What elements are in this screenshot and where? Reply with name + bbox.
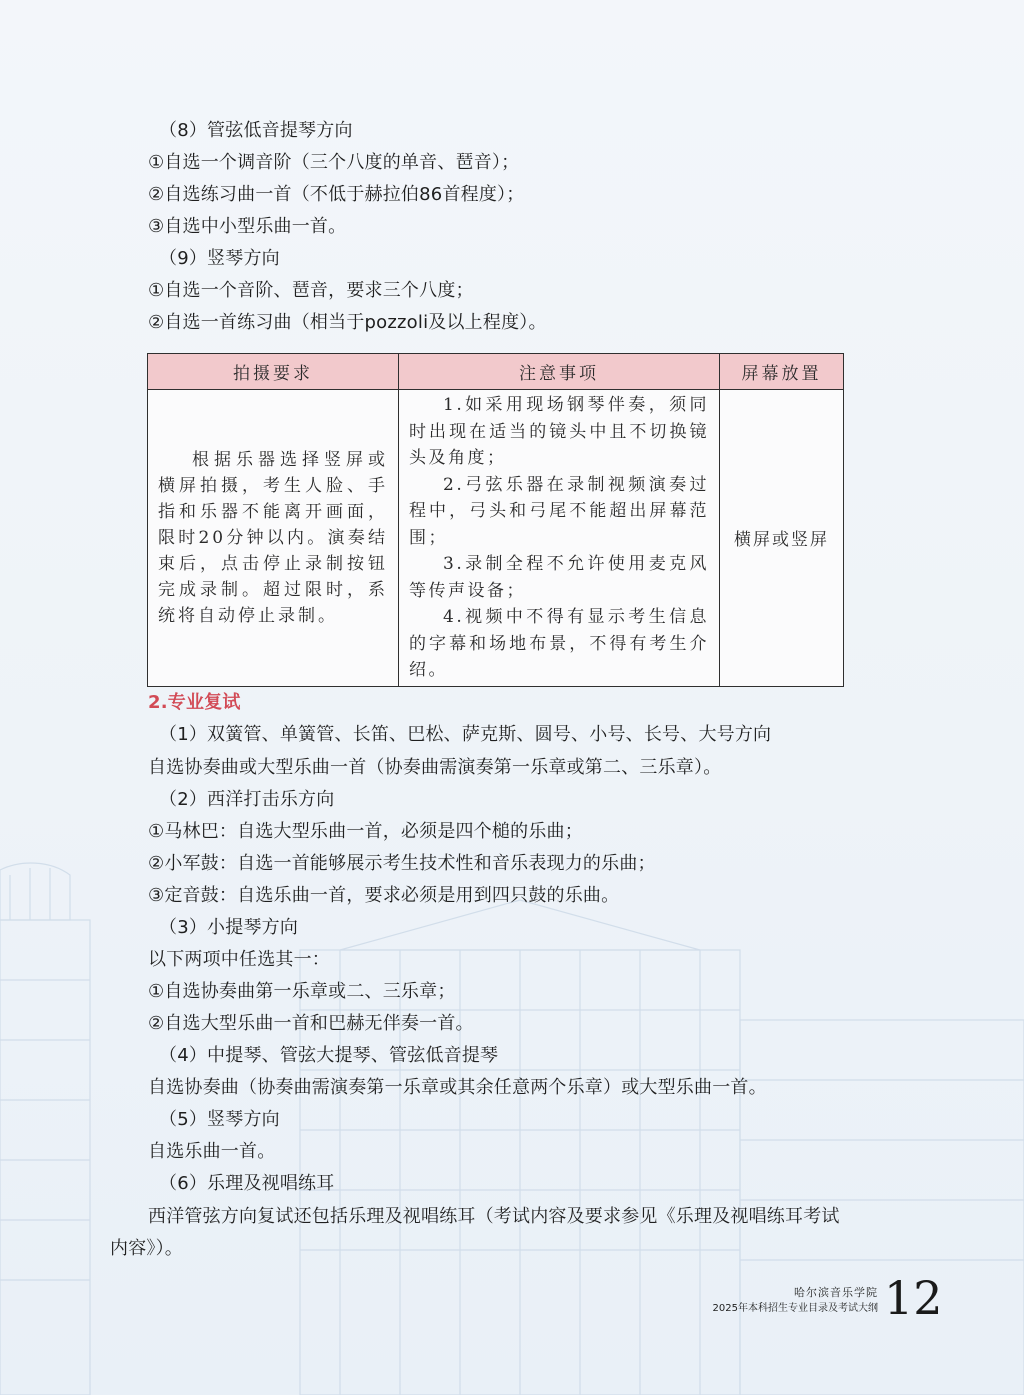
section-title: （2）西洋打击乐方向 bbox=[159, 789, 335, 810]
section-title: （5）竖琴方向 bbox=[159, 1109, 280, 1130]
paragraph-line: 西洋管弦方向复试还包括乐理及视唱练耳（考试内容及要求参见《乐理及视唱练耳考试 bbox=[148, 1206, 840, 1227]
list-item: 自选协奏曲或大型乐曲一首（协奏曲需演奏第一乐章或第二、三乐章）。 bbox=[148, 757, 722, 778]
table-header-row bbox=[148, 354, 844, 390]
notes-cell bbox=[399, 390, 720, 687]
section-title-harp: （9）竖琴方向 bbox=[159, 248, 280, 269]
list-item: 自选协奏曲（协奏曲需演奏第一乐章或其余任意两个乐章）或大型乐曲一首。 bbox=[148, 1077, 767, 1098]
list-item: ②小军鼓：自选一首能够展示考生技术性和音乐表现力的乐曲； bbox=[148, 853, 656, 874]
footer-school-name: 哈尔滨音乐学院 bbox=[794, 1286, 878, 1299]
shooting-requirement-text: 根据乐器选择竖屏或横屏拍摄，考生人脸、手指和乐器不能离开画面，限时20分钟以内。演奏结束后，点击停止录制按钮完成录制。超过限时，系统将自动停止录制。 bbox=[158, 449, 388, 626]
screen-placement-cell: 横屏或竖屏 bbox=[720, 390, 844, 687]
list-item: ①自选一个音阶、琶音，要求三个八度； bbox=[148, 280, 474, 301]
list-item: ①自选协奏曲第一乐章或二、三乐章； bbox=[148, 981, 456, 1002]
list-item: 以下两项中任选其一： bbox=[148, 949, 330, 970]
shooting-requirement-cell bbox=[148, 390, 399, 687]
page-number: 12 bbox=[884, 1271, 943, 1325]
section-title-double-bass: （8）管弦低音提琴方向 bbox=[159, 120, 353, 141]
table-header-shooting: 拍摄要求 bbox=[148, 354, 399, 390]
table-header-screen: 屏幕放置 bbox=[720, 354, 844, 390]
list-item: ③定音鼓：自选乐曲一首，要求必须是用到四只鼓的乐曲。 bbox=[148, 885, 620, 906]
list-item: ①马林巴：自选大型乐曲一首，必须是四个槌的乐曲； bbox=[148, 821, 583, 842]
table-row bbox=[148, 390, 844, 687]
footer-catalog-title: 2025年本科招生专业目录及考试大纲 bbox=[712, 1303, 878, 1314]
list-item: ①自选一个调音阶（三个八度的单音、琶音）； bbox=[148, 152, 520, 173]
note-item: 1.如采用现场钢琴伴奏，须同时出现在适当的镜头中且不切换镜头及角度； bbox=[409, 395, 709, 468]
table-header-notes: 注意事项 bbox=[399, 354, 720, 390]
list-item: ③自选中小型乐曲一首。 bbox=[148, 216, 347, 237]
list-item: 自选乐曲一首。 bbox=[148, 1141, 276, 1162]
section-title: （6）乐理及视唱练耳 bbox=[159, 1173, 335, 1194]
recording-requirements-table bbox=[147, 353, 844, 687]
note-item: 2.弓弦乐器在录制视频演奏过程中，弓头和弓尾不能超出屏幕范围； bbox=[409, 474, 709, 548]
section-heading-retest: 2.专业复试 bbox=[148, 692, 241, 713]
list-item: ②自选一首练习曲（相当于pozzoli及以上程度）。 bbox=[148, 312, 547, 333]
section-title: （1）双簧管、单簧管、长笛、巴松、萨克斯、圆号、小号、长号、大号方向 bbox=[159, 724, 772, 745]
note-item: 4.视频中不得有显示考生信息的字幕和场地布景，不得有考生介绍。 bbox=[409, 607, 709, 680]
paragraph-line: 内容》）。 bbox=[110, 1238, 183, 1259]
list-item: ②自选大型乐曲一首和巴赫无伴奏一首。 bbox=[148, 1013, 474, 1034]
section-title: （4）中提琴、管弦大提琴、管弦低音提琴 bbox=[159, 1045, 499, 1066]
list-item: ②自选练习曲一首（不低于赫拉伯86首程度）； bbox=[148, 184, 525, 205]
section-title: （3）小提琴方向 bbox=[159, 917, 299, 938]
note-item: 3.录制全程不允许使用麦克风等传声设备； bbox=[409, 554, 709, 601]
